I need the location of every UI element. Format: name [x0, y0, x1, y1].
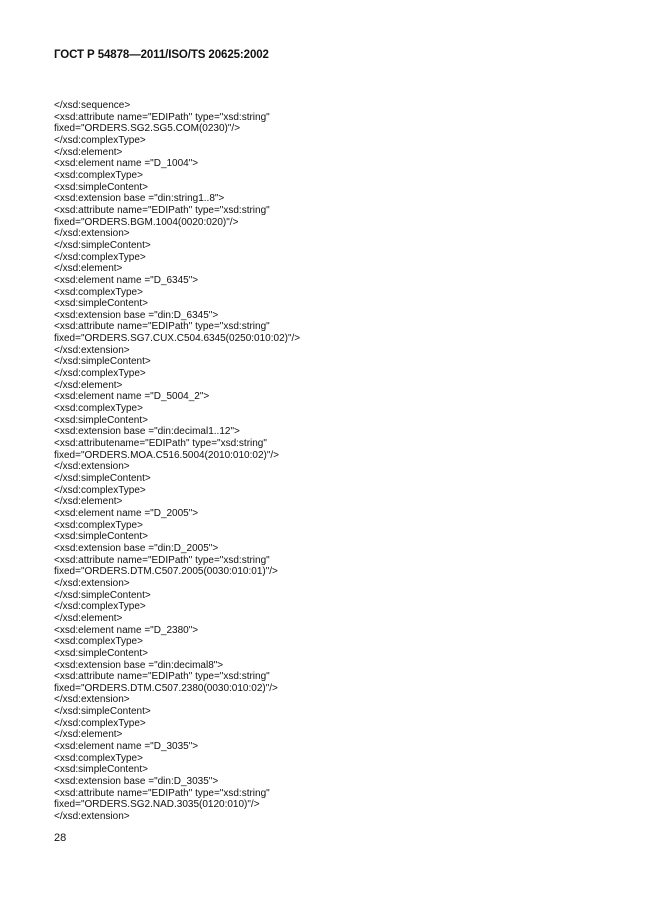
code-line: </xsd:simpleContent> [54, 589, 151, 601]
code-line: </xsd:simpleContent> [54, 239, 151, 251]
code-line: </xsd:extension> [54, 228, 130, 240]
code-line: </xsd:extension> [54, 344, 130, 356]
code-line: <xsd:extension base ="din:D_2005"> [54, 542, 219, 554]
code-line: <xsd:simpleContent> [54, 647, 148, 659]
xsd-code-block [54, 100, 594, 823]
document-header: ГОСТ Р 54878—2011/ISO/TS 20625:2002 [54, 49, 269, 61]
code-line: </xsd:complexType> [54, 601, 146, 613]
code-line: <xsd:complexType> [54, 636, 143, 648]
code-line: <xsd:extension base ="din:D_6345"> [54, 309, 219, 321]
code-line: <xsd:attribute name="EDIPath" type="xsd:string" [54, 321, 270, 333]
code-line: <xsd:simpleContent> [54, 298, 148, 310]
code-line: </xsd:element> [54, 496, 123, 508]
code-line: fixed="ORDERS.SG2.SG5.COM(0230)"/> [54, 123, 241, 135]
code-line: </xsd:element> [54, 729, 123, 741]
code-line: </xsd:simpleContent> [54, 706, 151, 718]
code-line: </xsd:extension> [54, 577, 130, 589]
code-line: </xsd:element> [54, 146, 123, 158]
code-line: <xsd:extension base ="din:decimal8"> [54, 659, 224, 671]
code-line: <xsd:element name ="D_2380"> [54, 624, 199, 636]
code-line: <xsd:complexType> [54, 752, 143, 764]
code-line: </xsd:complexType> [54, 368, 146, 380]
code-line: <xsd:extension base ="din:string1..8"> [54, 193, 225, 205]
code-line: </xsd:extension> [54, 694, 130, 706]
page-number: 28 [54, 832, 67, 844]
code-line: <xsd:simpleContent> [54, 531, 148, 543]
code-line: <xsd:complexType> [54, 286, 143, 298]
code-line: <xsd:extension base ="din:D_3035"> [54, 776, 219, 788]
code-line: </xsd:simpleContent> [54, 356, 151, 368]
code-line: <xsd:element name ="D_5004_2"> [54, 391, 210, 403]
code-line: </xsd:element> [54, 263, 123, 275]
code-line: fixed="ORDERS.DTM.C507.2380(0030:010:02)"/> [54, 682, 278, 694]
code-line: fixed="ORDERS.SG7.CUX.C504.6345(0250:010:02)"/> [54, 333, 301, 345]
code-line: <xsd:complexType> [54, 519, 143, 531]
code-line: fixed="ORDERS.MOA.C516.5004(2010:010:02)"/> [54, 449, 279, 461]
code-line: </xsd:sequence> [54, 100, 131, 111]
code-line: </xsd:extension> [54, 461, 130, 473]
code-line: fixed="ORDERS.DTM.C507.2005(0030:010:01)"/> [54, 566, 278, 578]
code-line: </xsd:complexType> [54, 717, 146, 729]
code-line: </xsd:element> [54, 379, 123, 391]
code-line: <xsd:attribute name="EDIPath" type="xsd:string" [54, 671, 270, 683]
code-line: <xsd:attribute name="EDIPath" type="xsd:string" [54, 554, 270, 566]
code-line: </xsd:complexType> [54, 484, 146, 496]
code-line: fixed="ORDERS.BGM.1004(0020:020)"/> [54, 216, 239, 228]
code-line: </xsd:element> [54, 612, 123, 624]
code-line: <xsd:simpleContent> [54, 414, 148, 426]
code-line: <xsd:element name ="D_2005"> [54, 507, 199, 519]
code-line: <xsd:simpleContent> [54, 764, 148, 776]
code-line: <xsd:attribute name="EDIPath" type="xsd:string" [54, 787, 270, 799]
code-line: <xsd:element name ="D_6345"> [54, 274, 199, 286]
code-line: </xsd:simpleContent> [54, 473, 151, 484]
code-line: </xsd:extension> [54, 811, 130, 823]
code-line: <xsd:complexType> [54, 403, 143, 415]
code-line: </xsd:complexType> [54, 134, 146, 146]
code-line: <xsd:extension base ="din:decimal1..12"> [54, 426, 240, 438]
code-line: <xsd:attributename="EDIPath" type="xsd:string" [54, 438, 267, 450]
code-line: <xsd:attribute name="EDIPath" type="xsd:string" [54, 204, 270, 216]
code-line: <xsd:attribute name="EDIPath" type="xsd:string" [54, 111, 270, 123]
code-line: <xsd:complexType> [54, 169, 143, 181]
code-line: </xsd:complexType> [54, 251, 146, 263]
code-line: fixed="ORDERS.SG2.NAD.3035(0120:010)"/> [54, 799, 260, 811]
code-line: <xsd:element name ="D_3035"> [54, 741, 199, 753]
code-line: <xsd:element name ="D_1004"> [54, 158, 199, 170]
code-line: <xsd:simpleContent> [54, 181, 148, 193]
